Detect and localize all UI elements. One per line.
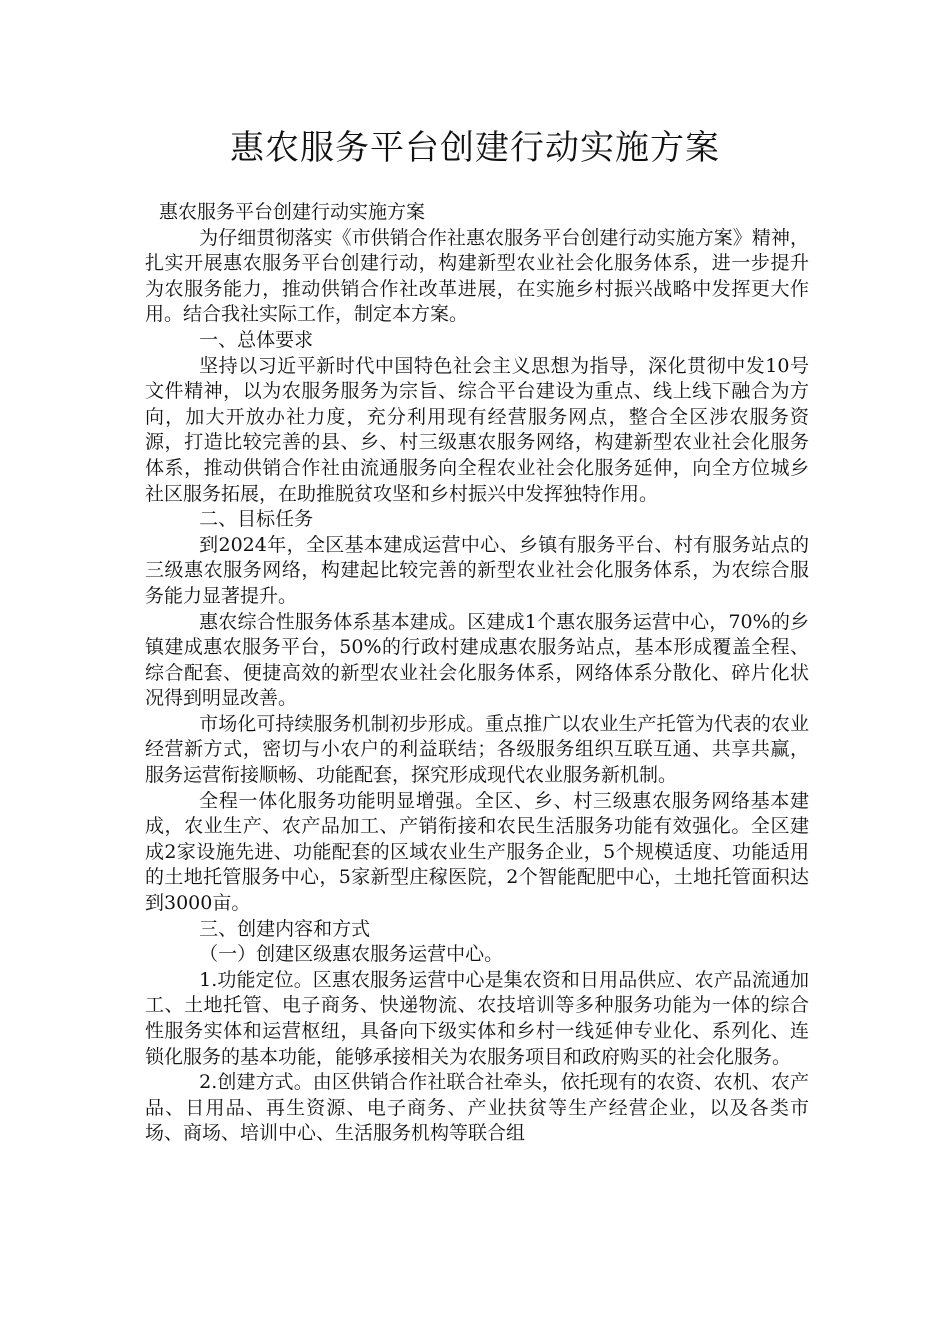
paragraph-intro: 为仔细贯彻落实《市供销合作社惠农服务平台创建行动实施方案》精神，扎实开展惠农服务平台创建行动，构建新型农业社会化服务体系，进一步提升为农服务能力，推动供销合作社改革进展，在实施乡村振兴战略中发挥更大作用。结合我社实际工作，制定本方案。 bbox=[145, 226, 809, 326]
paragraph: 1.功能定位。区惠农服务运营中心是集农资和日用品供应、农产品流通加工、土地托管、电子商务、快递物流、农技培训等多种服务功能为一体的综合性服务实体和运营枢纽，具备向下级实体和乡村一线延伸专业化、系列化、连锁化服务的基本功能，能够承接相关为农服务项目和政府购买的社会化服务。 bbox=[145, 968, 809, 1068]
paragraph: 坚持以习近平新时代中国特色社会主义思想为指导，深化贯彻中发10号文件精神，以为农服务服务为宗旨、综合平台建设为重点、线上线下融合为方向，加大开放办社力度，充分利用现有经营服务网点，整合全区涉农服务资源，打造比较完善的县、乡、村三级惠农服务网络，构建新型农业社会化服务体系，推动供销合作社由流通服务向全程农业社会化服务延伸，向全方位城乡社区服务拓展，在助推脱贫攻坚和乡村振兴中发挥独特作用。 bbox=[145, 354, 809, 505]
paragraph: 到2024年，全区基本建成运营中心、乡镇有服务平台、村有服务站点的三级惠农服务网络，构建起比较完善的新型农业社会化服务体系，为农综合服务能力显著提升。 bbox=[145, 533, 809, 607]
paragraph: 惠农综合性服务体系基本建成。区建成1个惠农服务运营中心，70%的乡镇建成惠农服务平台，50%的行政村建成惠农服务站点，基本形成覆盖全程、综合配套、便捷高效的新型农业社会化服务体系，网络体系分散化、碎片化状况得到明显改善。 bbox=[145, 610, 809, 710]
document-title: 惠农服务平台创建行动实施方案 bbox=[230, 128, 720, 168]
subsection-heading: （一）创建区级惠农服务运营中心。 bbox=[199, 943, 504, 966]
document-subtitle: 惠农服务平台创建行动实施方案 bbox=[159, 201, 426, 223]
paragraph: 2.创建方式。由区供销合作社联合社牵头，依托现有的农资、农机、农产品、日用品、再生资源、电子商务、产业扶贫等生产经营企业，以及各类市场、商场、培训中心、生活服务机构等联合组 bbox=[145, 1071, 809, 1145]
section-heading: 三、创建内容和方式 bbox=[199, 917, 371, 940]
document-body bbox=[145, 200, 809, 1147]
section-heading: 二、目标任务 bbox=[199, 508, 314, 531]
paragraph: 市场化可持续服务机制初步形成。重点推广以农业生产托管为代表的农业经营新方式，密切与小农户的利益联结；各级服务组织互联互通、共享共赢，服务运营衔接顺畅、功能配套，探究形成现代农业服务新机制。 bbox=[145, 712, 809, 787]
paragraph: 全程一体化服务功能明显增强。全区、乡、村三级惠农服务网络基本建成，农业生产、农产品加工、产销衔接和农民生活服务功能有效强化。全区建成2家设施先进、功能配套的区域农业生产服务企业，5个规模适度、功能适用的土地托管服务中心，5家新型庄稼医院，2个智能配肥中心，土地托管面积达到3000亩。 bbox=[145, 789, 809, 915]
section-heading: 一、总体要求 bbox=[199, 328, 314, 351]
